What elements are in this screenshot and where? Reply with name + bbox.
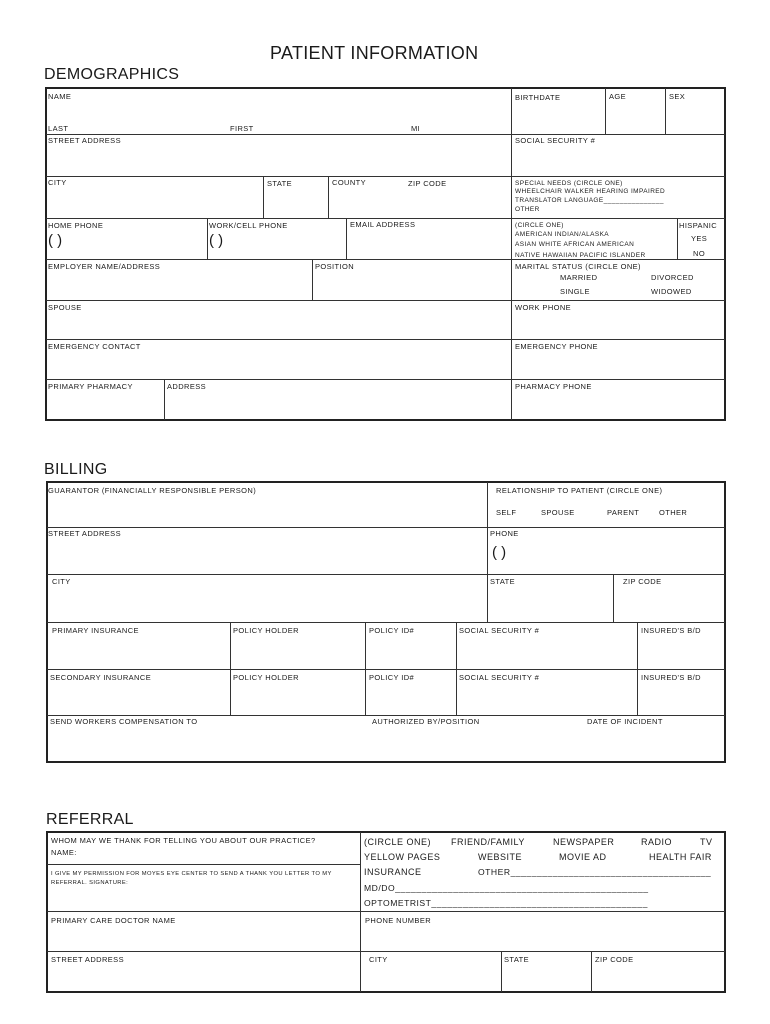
date-of-incident-field[interactable]: DATE OF INCIDENT: [587, 717, 663, 726]
name-label: NAME: [48, 92, 72, 101]
permission-statement: I GIVE MY PERMISSION FOR MOYES EYE CENTER TO SEND A THANK YOU LETTER TO MY: [51, 871, 332, 877]
zip-code-field[interactable]: ZIP CODE: [408, 179, 447, 188]
referral-phone-number-field[interactable]: PHONE NUMBER: [365, 916, 432, 925]
work-cell-phone-field[interactable]: ( ): [209, 232, 224, 249]
employer-field[interactable]: EMPLOYER NAME/ADDRESS: [48, 262, 161, 271]
hispanic-yes-option[interactable]: YES: [691, 234, 708, 243]
primary-insurance-field[interactable]: PRIMARY INSURANCE: [52, 626, 139, 635]
relationship-self-option[interactable]: SELF: [496, 508, 517, 517]
workers-comp-field[interactable]: SEND WORKERS COMPENSATION TO: [50, 717, 198, 726]
referral-signature-field[interactable]: REFERRAL. SIGNATURE:: [51, 880, 129, 886]
guarantor-field[interactable]: GUARANTOR (FINANCIALLY RESPONSIBLE PERSON): [48, 486, 257, 495]
last-name-field[interactable]: LAST: [48, 124, 69, 133]
referral-heading: REFERRAL: [46, 811, 134, 828]
secondary-insured-bd-field[interactable]: INSURED'S B/D: [641, 673, 701, 682]
secondary-policy-id-field[interactable]: POLICY ID#: [369, 673, 415, 682]
billing-zip-code-field[interactable]: ZIP CODE: [623, 577, 662, 586]
relationship-spouse-option[interactable]: SPOUSE: [541, 508, 575, 517]
emergency-phone-field[interactable]: EMERGENCY PHONE: [515, 342, 598, 351]
marital-widowed-option[interactable]: WIDOWED: [651, 287, 692, 296]
marital-status-label: MARITAL STATUS (CIRCLE ONE): [515, 262, 641, 271]
referral-health-fair-option[interactable]: HEALTH FAIR: [649, 852, 712, 862]
marital-divorced-option[interactable]: DIVORCED: [651, 273, 694, 282]
secondary-insurance-field[interactable]: SECONDARY INSURANCE: [50, 673, 152, 682]
race-options-row[interactable]: ASIAN WHITE AFRICAN AMERICAN: [515, 241, 635, 248]
special-needs-mobility[interactable]: WHEELCHAIR WALKER HEARING IMPAIRED: [515, 188, 666, 195]
secondary-ssn-field[interactable]: SOCIAL SECURITY #: [459, 673, 540, 682]
referral-city-field[interactable]: CITY: [369, 955, 388, 964]
referral-friend-family-option[interactable]: FRIEND/FAMILY: [451, 837, 525, 847]
referral-radio-option[interactable]: RADIO: [641, 837, 673, 847]
referral-zip-code-field[interactable]: ZIP CODE: [595, 955, 634, 964]
race-option-american-indian[interactable]: AMERICAN INDIAN/ALASKA: [515, 231, 610, 238]
primary-ssn-field[interactable]: SOCIAL SECURITY #: [459, 626, 540, 635]
referral-question: WHOM MAY WE THANK FOR TELLING YOU ABOUT OUR PRACTICE?: [51, 836, 316, 845]
middle-initial-field[interactable]: MI: [411, 124, 421, 133]
billing-phone-label: PHONE: [490, 529, 519, 538]
pharmacy-address-field[interactable]: ADDRESS: [167, 382, 207, 391]
spouse-field[interactable]: SPOUSE: [48, 303, 82, 312]
special-needs-other[interactable]: OTHER: [515, 206, 540, 213]
billing-city-field[interactable]: CITY: [52, 577, 71, 586]
billing-phone-field[interactable]: ( ): [492, 544, 507, 561]
hispanic-label: HISPANIC: [679, 221, 718, 230]
sex-field[interactable]: SEX: [669, 92, 686, 101]
home-phone-label: HOME PHONE: [48, 221, 104, 230]
work-phone-field[interactable]: WORK PHONE: [515, 303, 572, 312]
referral-name-field[interactable]: NAME:: [51, 848, 77, 857]
primary-care-doctor-field[interactable]: PRIMARY CARE DOCTOR NAME: [51, 916, 176, 925]
first-name-field[interactable]: FIRST: [230, 124, 254, 133]
primary-insured-bd-field[interactable]: INSURED'S B/D: [641, 626, 701, 635]
work-cell-phone-label: WORK/CELL PHONE: [209, 221, 288, 230]
marital-single-option[interactable]: SINGLE: [560, 287, 590, 296]
relationship-parent-option[interactable]: PARENT: [607, 508, 640, 517]
page-title: PATIENT INFORMATION: [270, 43, 479, 63]
special-needs-translator[interactable]: TRANSLATOR LANGUAGE_______________: [515, 197, 664, 204]
referral-yellow-pages-option[interactable]: YELLOW PAGES: [364, 852, 441, 862]
billing-heading: BILLING: [44, 461, 108, 478]
billing-street-address-field[interactable]: STREET ADDRESS: [48, 529, 121, 538]
special-needs-heading: SPECIAL NEEDS (CIRCLE ONE): [515, 180, 623, 187]
age-field[interactable]: AGE: [609, 92, 627, 101]
referral-other-field[interactable]: OTHER______________________________________: [478, 867, 712, 877]
pharmacy-phone-field[interactable]: PHARMACY PHONE: [515, 382, 592, 391]
billing-state-field[interactable]: STATE: [490, 577, 516, 586]
relationship-label: RELATIONSHIP TO PATIENT (CIRCLE ONE): [496, 486, 663, 495]
state-field[interactable]: STATE: [267, 179, 293, 188]
home-phone-field[interactable]: ( ): [48, 232, 63, 249]
referral-movie-ad-option[interactable]: MOVIE AD: [559, 852, 607, 862]
email-address-field[interactable]: EMAIL ADDRESS: [350, 220, 416, 229]
secondary-policy-holder-field[interactable]: POLICY HOLDER: [233, 673, 299, 682]
referral-newspaper-option[interactable]: NEWSPAPER: [553, 837, 615, 847]
emergency-contact-field[interactable]: EMERGENCY CONTACT: [48, 342, 141, 351]
referral-optometrist-field[interactable]: OPTOMETRIST_________________________________________: [364, 898, 648, 908]
referral-circle-one-label: (CIRCLE ONE): [364, 837, 432, 847]
referral-street-address-field[interactable]: STREET ADDRESS: [51, 955, 124, 964]
hispanic-no-option[interactable]: NO: [693, 249, 706, 258]
referral-website-option[interactable]: WEBSITE: [478, 852, 523, 862]
county-field[interactable]: COUNTY: [332, 178, 367, 187]
demographics-heading: DEMOGRAPHICS: [44, 66, 180, 83]
marital-married-option[interactable]: MARRIED: [560, 273, 598, 282]
referral-md-do-field[interactable]: MD/DO________________________________________________: [364, 883, 649, 893]
race-options-row-2[interactable]: NATIVE HAWAIIAN PACIFIC ISLANDER: [515, 252, 646, 259]
race-heading: (CIRCLE ONE): [515, 222, 564, 229]
referral-state-field[interactable]: STATE: [504, 955, 530, 964]
position-field[interactable]: POSITION: [315, 262, 355, 271]
primary-policy-id-field[interactable]: POLICY ID#: [369, 626, 415, 635]
street-address-field[interactable]: STREET ADDRESS: [48, 136, 121, 145]
primary-policy-holder-field[interactable]: POLICY HOLDER: [233, 626, 299, 635]
authorized-by-field[interactable]: AUTHORIZED BY/POSITION: [372, 717, 480, 726]
referral-insurance-option[interactable]: INSURANCE: [364, 867, 422, 877]
relationship-other-option[interactable]: OTHER: [659, 508, 688, 517]
city-field[interactable]: CITY: [48, 178, 67, 187]
referral-tv-option[interactable]: TV: [700, 837, 713, 847]
birthdate-field[interactable]: BIRTHDATE: [515, 93, 561, 102]
primary-pharmacy-field[interactable]: PRIMARY PHARMACY: [48, 382, 133, 391]
social-security-field[interactable]: SOCIAL SECURITY #: [515, 136, 596, 145]
